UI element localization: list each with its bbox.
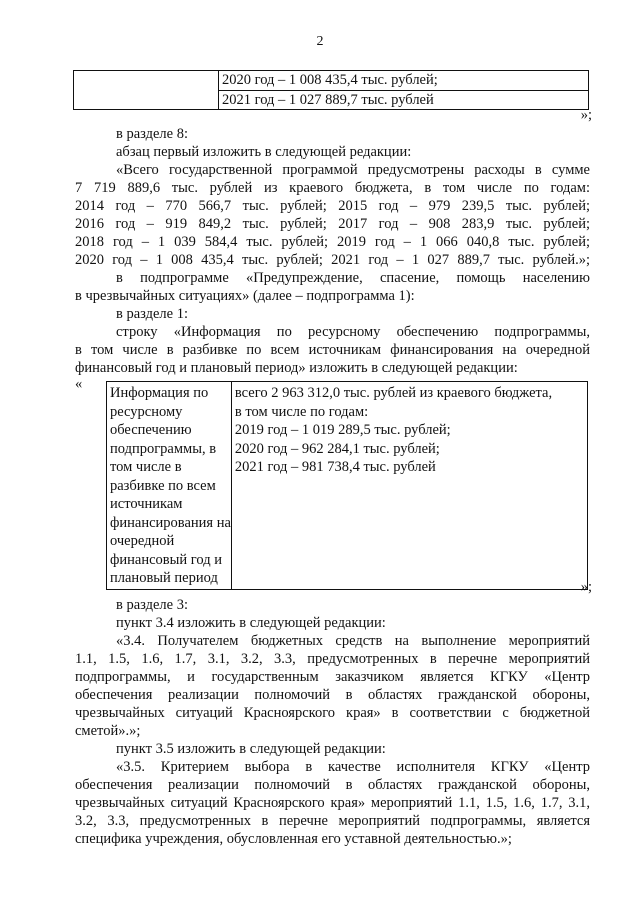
p35-line: специфика учреждения, обусловленная его уставной деятельностью.»; xyxy=(75,831,512,847)
value-line: 2020 год – 962 284,1 тыс. рублей; xyxy=(234,440,440,457)
section3-heading: в разделе 3: xyxy=(116,597,189,613)
section1-line: в том числе в разбивке по всем источникам финансирования на очередной xyxy=(75,342,590,358)
p35-line: «3.5. Критерием выбора в качестве исполнителя КГКУ «Центр xyxy=(116,759,590,775)
label-line: том числе в xyxy=(110,459,182,475)
info-table xyxy=(106,381,588,590)
p34-line: подпрограммы, и государственным заказчиком является КГКУ «Центр xyxy=(75,669,590,685)
label-line: очередной xyxy=(110,533,175,549)
section1-line: финансовый год и плановый период» изложить в следующей редакции: xyxy=(75,360,518,376)
section8-line: 2016 год – 919 849,2 тыс. рублей; 2017 год – 908 283,9 тыс. рублей; xyxy=(75,216,590,232)
info-table-value-cell xyxy=(231,382,587,590)
value-line: в том числе по годам: xyxy=(234,403,369,420)
section8-line: 2020 год – 1 008 435,4 тыс. рублей; 2021 год – 1 027 889,7 тыс. рублей.»; xyxy=(75,252,590,268)
section1-line: строку «Информация по ресурсному обеспечению подпрограммы, xyxy=(116,324,590,340)
p34-line: «3.4. Получателем бюджетных средств на выполнение мероприятий xyxy=(116,633,590,649)
label-line: плановый период xyxy=(110,570,218,586)
top-table-row: 2020 год – 1 008 435,4 тыс. рублей; xyxy=(219,71,588,91)
p34-line: чрезвычайных ситуаций Красноярского края» в соответствии с бюджетной xyxy=(75,705,590,721)
label-line: ресурсному xyxy=(110,403,183,420)
p35-line: 3.2, 3.3, предусмотренных в перечне мероприятий подпрограммы, является xyxy=(75,813,590,829)
subprogram-line: в подпрограмме «Предупреждение, спасение, помощь населению xyxy=(116,270,590,286)
value-line: 2019 год – 1 019 289,5 тыс. рублей; xyxy=(234,422,451,438)
label-line: источникам xyxy=(110,496,183,512)
p35-line: обеспечения реализации полномочий в областях гражданской обороны, xyxy=(75,777,590,793)
label-line: подпрограммы, в xyxy=(110,440,217,457)
p34-line: сметой».»; xyxy=(75,723,141,739)
section8-line: «Всего государственной программой предусмотрены расходы в сумме xyxy=(116,162,590,178)
p34-instruction: пункт 3.4 изложить в следующей редакции: xyxy=(116,615,386,631)
value-line: всего 2 963 312,0 тыс. рублей из краевого бюджета, xyxy=(234,385,553,401)
top-table-label-cell xyxy=(74,71,219,110)
value-line: 2021 год – 981 738,4 тыс. рублей xyxy=(234,459,436,475)
top-table xyxy=(73,70,589,110)
p35-line: чрезвычайных ситуаций Красноярского края» мероприятий 1.1, 1.5, 1.6, 1.7, 3.1, xyxy=(75,795,590,811)
closing-quote: »; xyxy=(580,579,592,595)
p35-instruction: пункт 3.5 изложить в следующей редакции: xyxy=(116,741,386,757)
subprogram-line: в чрезвычайных ситуациях» (далее – подпрограмма 1): xyxy=(75,288,415,304)
section8-heading: в разделе 8: xyxy=(116,126,189,142)
label-line: финансовый год и xyxy=(110,551,222,568)
section8-line: 7 719 889,6 тыс. рублей из краевого бюджета, в том числе по годам: xyxy=(75,180,590,196)
page-number: 2 xyxy=(316,34,324,49)
p34-line: обеспечения реализации полномочий в областях гражданской обороны, xyxy=(75,687,590,703)
closing-quote: »; xyxy=(580,107,592,123)
label-line: финансирования на xyxy=(110,514,231,531)
section1-heading: в разделе 1: xyxy=(116,306,189,322)
section8-instruction: абзац первый изложить в следующей редакции: xyxy=(116,144,412,160)
label-line: разбивке по всем xyxy=(110,477,216,494)
top-table-value-cell xyxy=(219,71,589,110)
label-line: обеспечению xyxy=(110,422,192,438)
info-table-label-cell xyxy=(107,382,232,590)
label-line: Информация по xyxy=(110,385,209,401)
section8-line: 2014 год – 770 566,7 тыс. рублей; 2015 год – 979 239,5 тыс. рублей; xyxy=(75,198,590,214)
open-quote: « xyxy=(75,376,83,392)
p34-line: 1.1, 1.5, 1.6, 1.7, 3.1, 3.2, 3.3, предусмотренных в перечне мероприятий xyxy=(75,651,590,667)
section8-line: 2018 год – 1 039 584,4 тыс. рублей; 2019 год – 1 066 040,8 тыс. рублей; xyxy=(75,234,590,250)
top-table-row: 2021 год – 1 027 889,7 тыс. рублей xyxy=(222,91,434,108)
